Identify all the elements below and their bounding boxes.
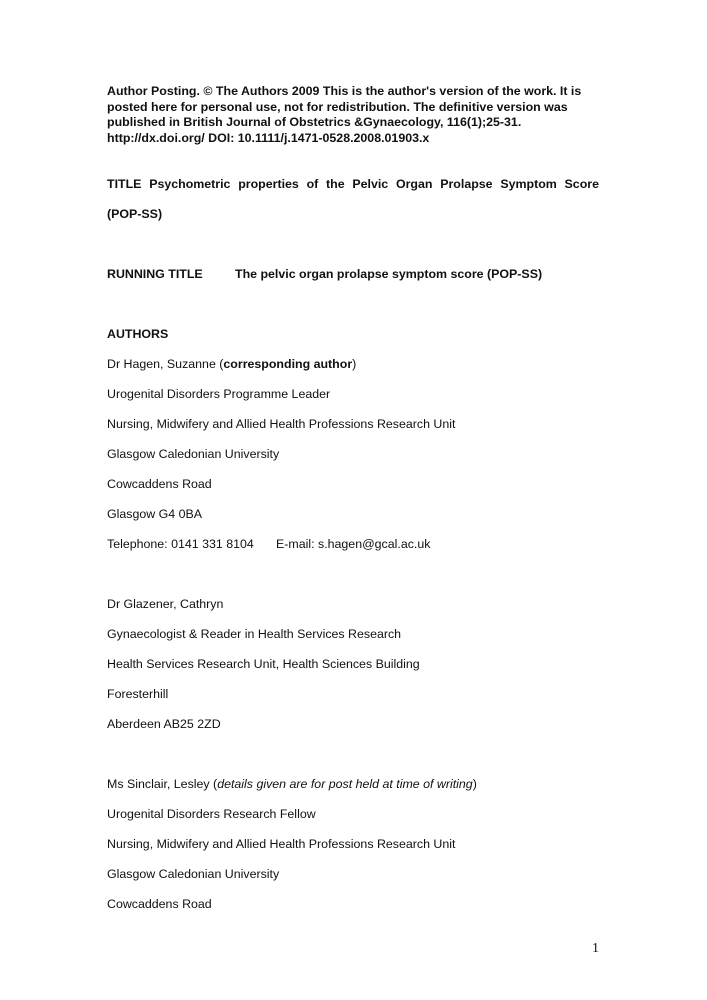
- running-title-label: RUNNING TITLE: [107, 267, 203, 281]
- title-text-continued: (POP-SS): [107, 207, 163, 221]
- author1-role-note: corresponding author: [223, 357, 353, 371]
- author3-unit: Nursing, Midwifery and Allied Health Professions Research Unit: [107, 837, 456, 851]
- author1-telephone: Telephone: 0141 331 8104: [107, 537, 254, 551]
- author3-street: Cowcaddens Road: [107, 897, 212, 911]
- author3-institution: Glasgow Caledonian University: [107, 867, 280, 881]
- author1-city: Glasgow G4 0BA: [107, 507, 203, 521]
- author3-name: Ms Sinclair, Lesley (: [107, 777, 218, 791]
- author1-institution: Glasgow Caledonian University: [107, 447, 280, 461]
- author2-unit: Health Services Research Unit, Health Sciences Building: [107, 657, 420, 671]
- author1-paren-close: ): [352, 357, 357, 371]
- author3-position: Urogenital Disorders Research Fellow: [107, 807, 316, 821]
- title-line: [107, 177, 599, 192]
- author2-name: Dr Glazener, Cathryn: [107, 597, 224, 611]
- author1-position: Urogenital Disorders Programme Leader: [107, 387, 331, 401]
- author1-contact-line: [107, 537, 430, 552]
- author1-unit: Nursing, Midwifery and Allied Health Professions Research Unit: [107, 417, 456, 431]
- author3-name-line: [107, 777, 477, 792]
- title-label: TITLE: [107, 177, 142, 191]
- author3-paren-close: ): [472, 777, 477, 791]
- author1-name: Dr Hagen, Suzanne (: [107, 357, 224, 371]
- author1-name-line: [107, 357, 356, 372]
- author1-street: Cowcaddens Road: [107, 477, 212, 491]
- running-title-line: [107, 267, 542, 282]
- author2-site: Foresterhill: [107, 687, 169, 701]
- author1-email: E-mail: s.hagen@gcal.ac.uk: [276, 537, 431, 551]
- author-posting-notice: Author Posting. © The Authors 2009 This is the author's version of the work. It is posted here for personal use, not for redistribution. The definitive version was published in British Journal of Obstetrics &Gynaecology, 116(1);25-31. http://dx.doi.org/ DOI: 10.1111/j.1471-0528.2008.01903.x: [107, 84, 582, 145]
- title-text: Psychometric properties of the Pelvic Organ Prolapse Symptom Score: [149, 177, 599, 191]
- author2-city: Aberdeen AB25 2ZD: [107, 717, 221, 731]
- running-title-text: The pelvic organ prolapse symptom score (POP-SS): [235, 267, 543, 281]
- author2-position: Gynaecologist & Reader in Health Services Research: [107, 627, 402, 641]
- authors-heading: AUTHORS: [107, 327, 169, 341]
- page-number: 1: [592, 941, 599, 956]
- author3-note: details given are for post held at time of writing: [217, 777, 473, 791]
